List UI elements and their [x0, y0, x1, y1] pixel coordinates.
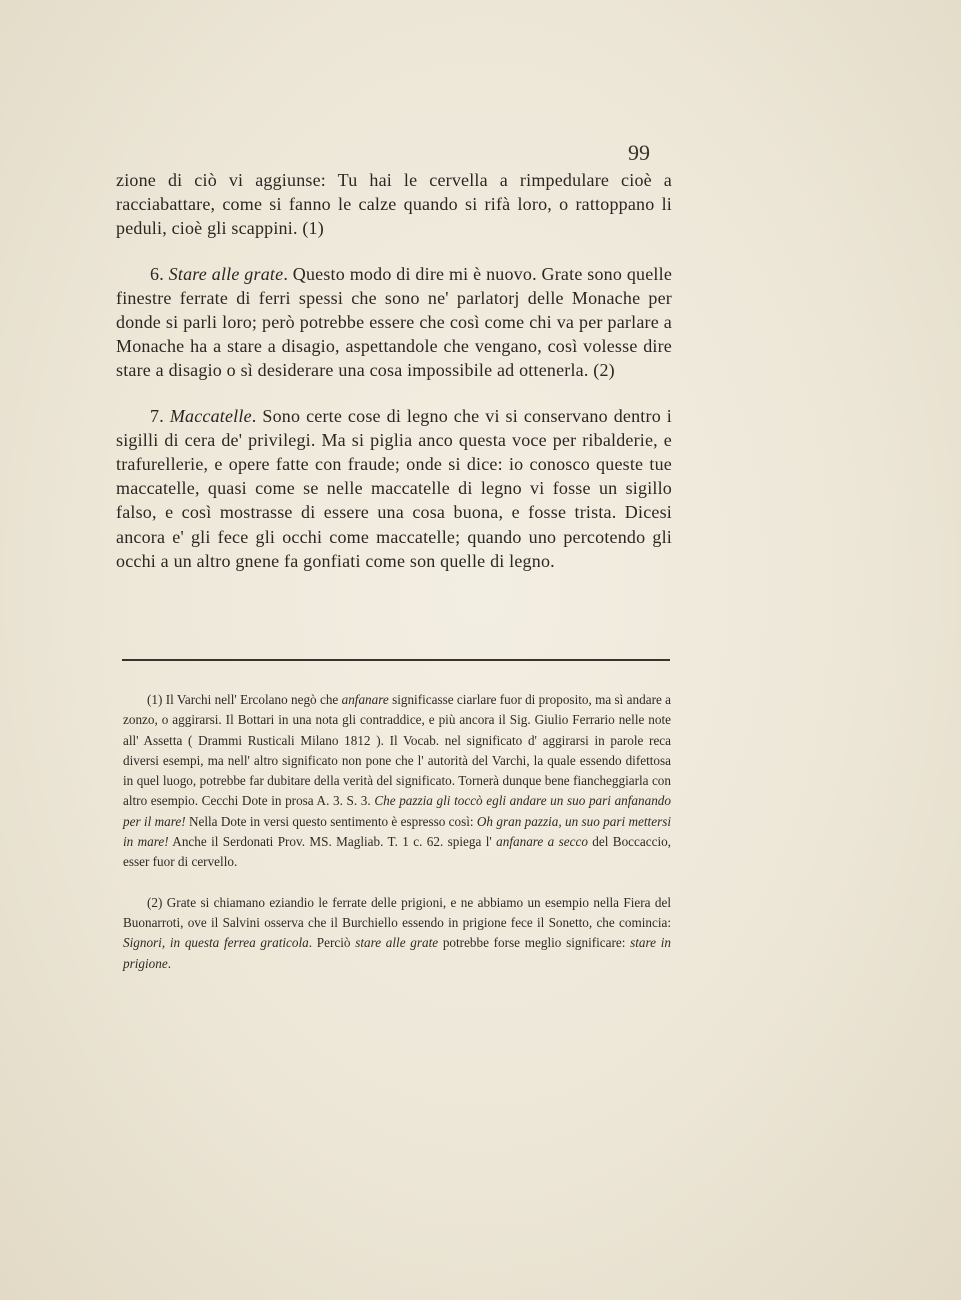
footnote-divider [122, 659, 670, 661]
paragraph-text: . Questo modo di dire mi è nuovo. Grate sono quelle finestre ferrate di ferri spessi che sono ne' parlatorj delle Monache per donde si parli loro; però potrebbe essere che così come chi va per parlare a Monache ha a stare a disagio, aspettandole che vengano, così volesse dire stare a disagio o sì desiderare una cosa impossibile ad ottenerla. (2) [116, 263, 673, 381]
paragraph-entry-6 [116, 262, 672, 383]
footnote-text: Grate si chiamano eziandio le ferrate delle prigioni, e ne abbiamo un esempio nella Fiera del Buonarroti, ove il Salvini osserva che il Burchiello essendo in prigione fece il Sonetto, che comincia: [123, 894, 671, 930]
footnote-text: Il Varchi nell' Ercolano negò che [162, 692, 342, 707]
footnote-italic: stare in prigione [123, 935, 671, 971]
footnote-2 [123, 893, 671, 974]
footnote-text: Nella Dote in versi questo sentimento è espresso così: [185, 813, 477, 829]
footnote-italic: stare alle grate [355, 935, 439, 951]
footnote-italic: anfanare [341, 692, 389, 707]
footnote-italic: Oh gran pazzia, un suo pari mettersi in mare! [123, 813, 671, 850]
paragraph-entry-7 [116, 404, 672, 573]
paragraph-text: . Sono certe cose di legno che vi si conservano dentro i sigilli di cera de' privilegi. Ma si piglia anco questa voce per ribalderie, e trafurellerie, e opere fatte con fraude; onde si dice: io conosco queste tue maccatelle, quasi come se nelle maccatelle di legno vi fosse un sigillo falso, e così mostrasse di essere una cosa buona, e fosse trista. Dicesi ancora e' gli fece gli occhi come maccatelle; quando uno percotendo gli occhi a un altro gnene fa gonfiati come son quelle di legno. [116, 405, 673, 571]
entry-term: Stare alle grate [168, 263, 284, 284]
entry-number: 7. [150, 405, 164, 426]
paragraph-text: zione di ciò vi aggiunse: Tu hai le cervella a rimpedulare cioè a racciabattare, come si fanno le calze quando si rifà loro, o rattoppano li peduli, cioè gli scappini. (1) [116, 170, 672, 239]
footnote-text: del Boccaccio, esser fuor di cervello. [123, 834, 671, 870]
footnote-italic: anfanare a secco [496, 834, 588, 850]
footnote-text: . [167, 955, 171, 971]
footnote-text: potrebbe forse meglio significare: [438, 935, 631, 951]
page-number: 99 [628, 140, 650, 165]
footnote-marker: (2) [147, 894, 163, 910]
footnote-1 [123, 690, 671, 873]
footnotes [123, 690, 671, 974]
footnote-italic: Signori, in questa ferrea graticola [123, 935, 309, 951]
entry-term: Maccatelle [169, 405, 252, 426]
footnote-text: . Perciò [308, 935, 356, 951]
footnote-italic: Che pazzia gli toccò egli andare un suo pari anfanando per il mare! [123, 793, 671, 829]
footnote-marker: (1) [147, 692, 163, 707]
paragraph-continuation [116, 168, 672, 241]
main-text [116, 168, 672, 573]
entry-number: 6. [150, 263, 164, 284]
footnote-text: Anche il Serdonati Prov. MS. Magliab. T. 1 c. 62. spiega l' [168, 834, 497, 850]
footnote-text: significasse ciarlare fuor di proposito, ma sì andare a zonzo, o aggirarsi. Il Bottari in una nota gli contraddice, e più ancora il Sig. Giulio Ferrario nelle note all' Assetta ( Drammi Rusticali Milano 1812 ). Il Vocab. nel significato d' aggirarsi in parole reca diversi esempi, ma nell' altro significato non pone che l' autorità del Varchi, la quale essendo difettosa in quel luogo, potrebbe far dubitare della verità del significato. Tornerà dunque bene fiancheggiarla con altro esempio. Cecchi Dote in prosa A. 3. S. 3. [123, 692, 671, 809]
